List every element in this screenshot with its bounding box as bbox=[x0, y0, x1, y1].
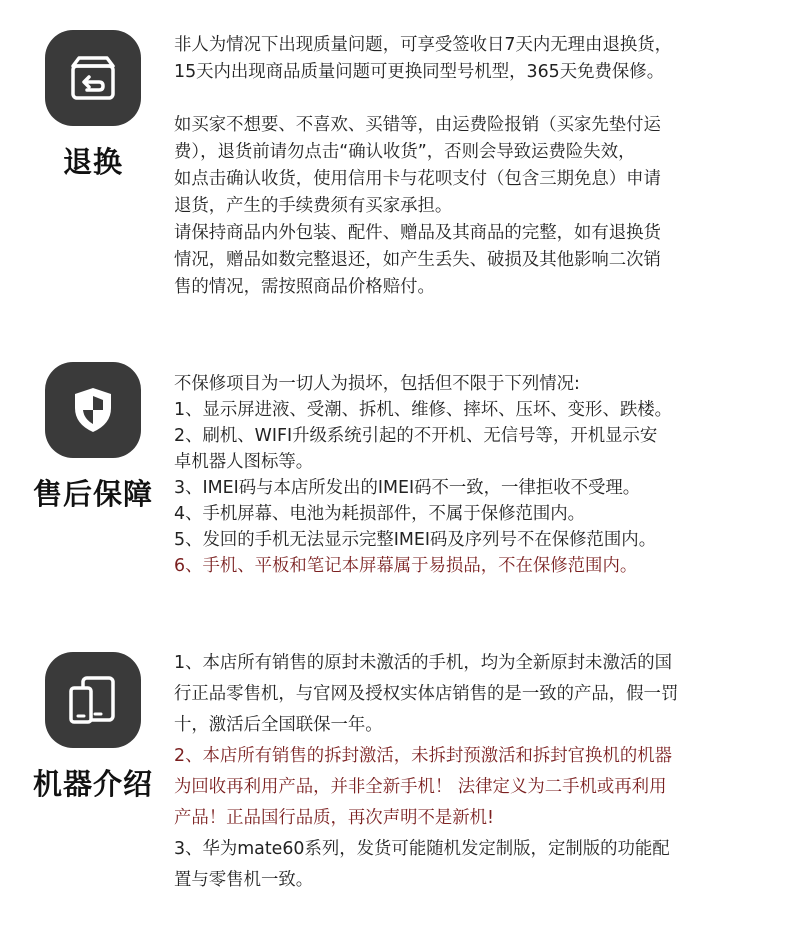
text-line: 2、刷机、WIFI升级系统引起的不开机、无信号等，开机显示安 bbox=[174, 426, 658, 446]
devices-icon bbox=[45, 652, 141, 748]
return-policy-text bbox=[174, 32, 774, 301]
text-line: 费），退货前请勿点击“确认收货”，否则会导致运费险失效， bbox=[174, 142, 636, 162]
text-line-highlight: 6、手机、平板和笔记本屏幕属于易损品，不在保修范围内。 bbox=[174, 556, 638, 576]
return-policy-header bbox=[16, 30, 170, 181]
text-line: 3、IMEI码与本店所发出的IMEI码不一致，一律拒收不受理。 bbox=[174, 478, 641, 498]
return-policy-title: 退换 bbox=[62, 145, 123, 179]
text-line: 情况，赠品如数完整退还，如产生丢失、破损及其他影响二次销 bbox=[174, 250, 661, 270]
device-info-title: 机器介绍 bbox=[32, 767, 153, 801]
device-info-header bbox=[16, 652, 170, 803]
text-line: 如点击确认收货，使用信用卡与花呗支付（包含三期免息）申请 bbox=[174, 169, 661, 189]
warranty-text bbox=[174, 371, 774, 579]
text-line-highlight: 产品！正品国行品质，再次声明不是新机! bbox=[174, 808, 495, 828]
text-line: 非人为情况下出现质量问题，可享受签收日7天内无理由退换货， bbox=[174, 35, 673, 55]
text-line: 十，激活后全国联保一年。 bbox=[174, 715, 383, 735]
text-line: 3、华为mate60系列，发货可能随机发定制版，定制版的功能配 bbox=[174, 839, 670, 859]
text-line: 1、本店所有销售的原封未激活的手机，均为全新原封未激活的国 bbox=[174, 653, 673, 673]
warranty-header bbox=[16, 362, 170, 513]
text-line: 卓机器人图标等。 bbox=[174, 452, 314, 472]
text-line: 5、发回的手机无法显示完整IMEI码及序列号不在保修范围内。 bbox=[174, 530, 657, 550]
text-line: 如买家不想要、不喜欢、买错等，由运费险报销（买家先垫付运 bbox=[174, 115, 661, 135]
shield-icon bbox=[45, 362, 141, 458]
device-info-text bbox=[174, 648, 774, 896]
text-line-highlight: 2、本店所有销售的拆封激活，未拆封预激活和拆封官换机的机器 bbox=[174, 746, 673, 766]
text-line: 售的情况，需按照商品价格赔付。 bbox=[174, 277, 435, 297]
warranty-title: 售后保障 bbox=[32, 477, 153, 511]
text-line: 不保修项目为一切人为损坏，包括但不限于下列情况: bbox=[174, 374, 580, 394]
text-line-highlight: 为回收再利用产品，并非全新手机！ 法律定义为二手机或再利用 bbox=[174, 777, 667, 797]
text-line: 4、手机屏幕、电池为耗损部件，不属于保修范围内。 bbox=[174, 504, 586, 524]
text-line: 15天内出现商品质量问题可更换同型号机型，365天免费保修。 bbox=[174, 62, 665, 82]
text-line: 退货，产生的手续费须有买家承担。 bbox=[174, 196, 453, 216]
text-line: 请保持商品内外包装、配件、赠品及其商品的完整，如有退换货 bbox=[174, 223, 661, 243]
return-box-icon bbox=[45, 30, 141, 126]
text-line: 1、显示屏进液、受潮、拆机、维修、摔坏、压坏、变形、跌楼。 bbox=[174, 400, 673, 420]
text-line: 置与零售机一致。 bbox=[174, 870, 314, 890]
text-line: 行正品零售机，与官网及授权实体店销售的是一致的产品，假一罚 bbox=[174, 684, 679, 704]
